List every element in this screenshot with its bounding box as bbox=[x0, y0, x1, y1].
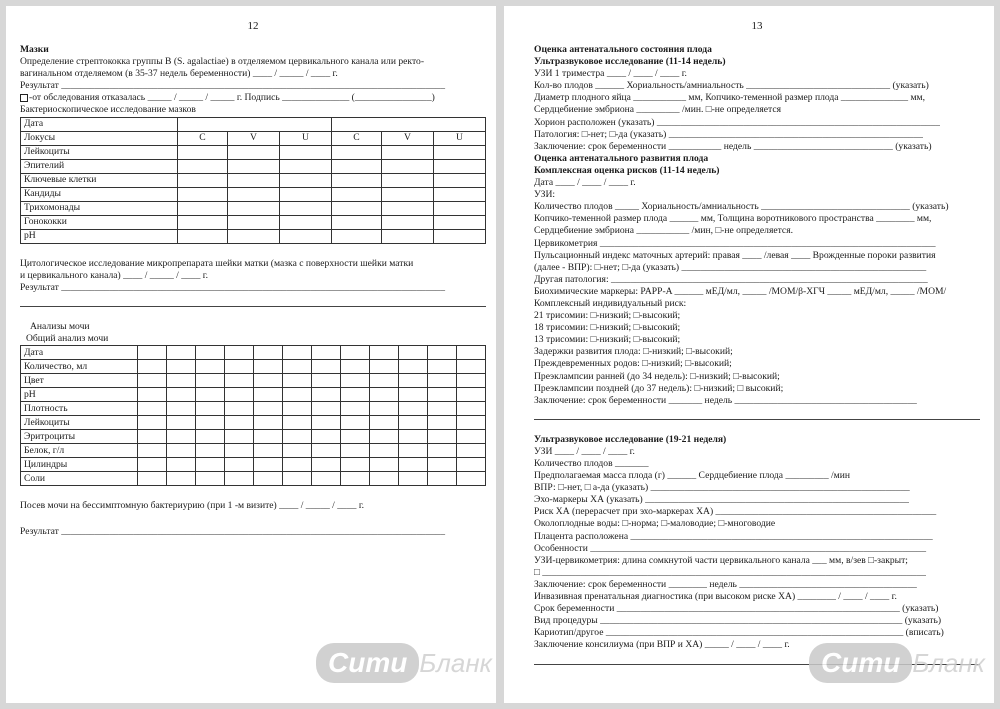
value-cell[interactable] bbox=[399, 374, 428, 388]
value-cell[interactable] bbox=[196, 472, 225, 486]
underline bbox=[20, 294, 486, 307]
value-cell[interactable] bbox=[138, 444, 167, 458]
form-line[interactable]: Дата ____ / ____ / ____ г. bbox=[534, 177, 636, 189]
page-number: 13 bbox=[751, 20, 763, 32]
value-cell[interactable] bbox=[370, 346, 399, 360]
form-line[interactable]: Заключение: срок беременности ________ недель _____________________________________ bbox=[534, 578, 917, 590]
value-cell[interactable] bbox=[331, 215, 381, 229]
urine-table bbox=[20, 345, 486, 486]
value-cell[interactable] bbox=[428, 416, 457, 430]
value-cell[interactable] bbox=[167, 472, 196, 486]
value-cell[interactable] bbox=[167, 402, 196, 416]
value-cell[interactable] bbox=[341, 444, 370, 458]
value-cell[interactable] bbox=[254, 374, 283, 388]
spacer bbox=[534, 420, 980, 434]
value-cell[interactable] bbox=[254, 430, 283, 444]
value-cell[interactable] bbox=[167, 360, 196, 374]
value-cell[interactable] bbox=[167, 444, 196, 458]
value-cell[interactable] bbox=[283, 458, 312, 472]
form-line[interactable]: Заключение: срок беременности ___________ недель _____________________________ (указать) bbox=[534, 140, 932, 152]
table-row bbox=[21, 416, 486, 430]
value-cell[interactable] bbox=[312, 416, 341, 430]
value-cell[interactable] bbox=[167, 346, 196, 360]
value-cell[interactable] bbox=[312, 472, 341, 486]
value-cell[interactable] bbox=[457, 416, 486, 430]
watermark-logo: Сити Бланк bbox=[316, 643, 492, 683]
value-cell[interactable] bbox=[370, 472, 399, 486]
value-cell[interactable] bbox=[196, 374, 225, 388]
value-cell[interactable] bbox=[433, 173, 485, 187]
value-cell[interactable] bbox=[178, 201, 228, 215]
bacterioscopy-title: Бактериоскопическое исследование мазков bbox=[20, 104, 196, 116]
table-row bbox=[21, 374, 486, 388]
row-label: pH bbox=[21, 229, 178, 243]
locus-header: V bbox=[381, 131, 433, 145]
value-cell[interactable] bbox=[312, 402, 341, 416]
cytology-line-1: Цитологическое исследование микропрепарата шейки матки (мазка с поверхности шейки матки bbox=[20, 257, 414, 269]
locus-header: C bbox=[331, 131, 381, 145]
value-cell[interactable] bbox=[138, 472, 167, 486]
row-label: Лейкоциты bbox=[21, 145, 178, 159]
form-line[interactable]: 18 трисомии: □-низкий; □-высокий; bbox=[534, 322, 681, 334]
row-label: Трихомонады bbox=[21, 201, 178, 215]
value-cell[interactable] bbox=[399, 458, 428, 472]
value-cell[interactable] bbox=[138, 458, 167, 472]
table-row bbox=[21, 229, 486, 243]
value-cell[interactable] bbox=[228, 187, 280, 201]
form-line[interactable]: Преэклампсии поздней (до 37 недель): □-низкий; □ высокий; bbox=[534, 382, 784, 394]
value-cell[interactable] bbox=[196, 416, 225, 430]
form-line[interactable]: Количество плодов _______ bbox=[534, 458, 649, 469]
value-cell[interactable] bbox=[341, 472, 370, 486]
form-line[interactable]: Заключение консилиума (при ВПР и ХА) _____ / ____ / ____ г. bbox=[534, 639, 790, 651]
value-cell[interactable] bbox=[399, 416, 428, 430]
form-line[interactable]: Эхо-маркеры ХА (указать) _______________________________________________________ bbox=[534, 494, 909, 506]
value-cell[interactable] bbox=[138, 430, 167, 444]
date-cell[interactable] bbox=[331, 117, 485, 131]
value-cell[interactable] bbox=[381, 159, 433, 173]
value-cell[interactable] bbox=[370, 430, 399, 444]
row-label: Эритроциты bbox=[21, 430, 138, 444]
value-cell[interactable] bbox=[399, 430, 428, 444]
value-cell[interactable] bbox=[225, 388, 254, 402]
table-row bbox=[21, 145, 486, 159]
value-cell[interactable] bbox=[279, 229, 331, 243]
value-cell[interactable] bbox=[381, 229, 433, 243]
value-cell[interactable] bbox=[225, 360, 254, 374]
value-cell[interactable] bbox=[178, 187, 228, 201]
table-row bbox=[21, 131, 486, 145]
form-line[interactable]: Особенности ______________________________________________________________________ bbox=[534, 542, 927, 554]
value-cell[interactable] bbox=[331, 201, 381, 215]
value-cell[interactable] bbox=[399, 388, 428, 402]
row-label: Количество, мл bbox=[21, 360, 138, 374]
value-cell[interactable] bbox=[138, 416, 167, 430]
form-line[interactable]: Срок беременности ___________________________________________________________ (указать) bbox=[534, 603, 939, 615]
table-row bbox=[21, 159, 486, 173]
section-heading: Ультразвуковое исследование (19-21 неделя) bbox=[534, 433, 727, 445]
value-cell[interactable] bbox=[399, 402, 428, 416]
underline bbox=[534, 407, 980, 420]
value-cell[interactable] bbox=[254, 388, 283, 402]
value-cell[interactable] bbox=[428, 360, 457, 374]
urine-result: Результат ________________________________________________________________________________ bbox=[20, 526, 446, 538]
value-cell[interactable] bbox=[138, 374, 167, 388]
value-cell[interactable] bbox=[228, 201, 280, 215]
value-cell[interactable] bbox=[312, 444, 341, 458]
table-row bbox=[21, 346, 486, 360]
locus-header: C bbox=[178, 131, 228, 145]
value-cell[interactable] bbox=[457, 374, 486, 388]
value-cell[interactable] bbox=[370, 444, 399, 458]
value-cell[interactable] bbox=[341, 416, 370, 430]
value-cell[interactable] bbox=[428, 458, 457, 472]
value-cell[interactable] bbox=[225, 444, 254, 458]
form-line[interactable]: УЗИ: bbox=[534, 189, 556, 201]
form-line[interactable]: Другая патология: __________________________________________________________________ bbox=[534, 273, 928, 285]
value-cell[interactable] bbox=[457, 458, 486, 472]
fetal-assessment-form bbox=[534, 44, 980, 665]
value-cell[interactable] bbox=[196, 360, 225, 374]
form-line[interactable]: Диаметр плодного яйца ___________ мм, Копчико-теменной размер плода ______________ мм, bbox=[534, 92, 926, 104]
section-heading: Оценка антенатального состояния плода bbox=[534, 44, 712, 55]
value-cell[interactable] bbox=[178, 159, 228, 173]
table-row bbox=[21, 458, 486, 472]
value-cell[interactable] bbox=[341, 346, 370, 360]
value-cell[interactable] bbox=[225, 402, 254, 416]
value-cell[interactable] bbox=[457, 430, 486, 444]
value-cell[interactable] bbox=[279, 145, 331, 159]
value-cell[interactable] bbox=[225, 430, 254, 444]
value-cell[interactable] bbox=[341, 430, 370, 444]
value-cell[interactable] bbox=[457, 388, 486, 402]
row-label: Эпителий bbox=[21, 159, 178, 173]
form-line[interactable]: Сердцебиение эмбриона ___________ /мин, □-не определяется. bbox=[534, 225, 794, 237]
section-heading: Ультразвуковое исследование (11-14 недель) bbox=[534, 56, 726, 68]
value-cell[interactable] bbox=[370, 374, 399, 388]
value-cell[interactable] bbox=[331, 187, 381, 201]
row-label: Цилиндры bbox=[21, 458, 138, 472]
form-line[interactable]: Предполагаемая масса плода (г) ______ Сердцебиение плода _________ /мин bbox=[534, 470, 851, 482]
value-cell[interactable] bbox=[370, 388, 399, 402]
table-row bbox=[21, 430, 486, 444]
value-cell[interactable] bbox=[370, 360, 399, 374]
urine-subtitle: Общий анализ мочи bbox=[26, 332, 109, 344]
value-cell[interactable] bbox=[433, 159, 485, 173]
value-cell[interactable] bbox=[196, 458, 225, 472]
value-cell[interactable] bbox=[283, 416, 312, 430]
table-row bbox=[21, 201, 486, 215]
value-cell[interactable] bbox=[399, 444, 428, 458]
form-line[interactable]: Цервикометрия ______________________________________________________________________ bbox=[534, 237, 936, 249]
locus-header: U bbox=[433, 131, 485, 145]
value-cell[interactable] bbox=[312, 360, 341, 374]
form-line[interactable]: УЗИ 1 триместра ____ / ____ / ____ г. bbox=[534, 68, 687, 80]
refused-line: -от обследования отказалась _____ / _____ / _____ г. Подпись ______________ (________________) bbox=[20, 92, 486, 104]
form-line[interactable]: Заключение: срок беременности _______ недель ______________________________________ bbox=[534, 394, 917, 406]
value-cell[interactable] bbox=[370, 416, 399, 430]
value-cell[interactable] bbox=[254, 472, 283, 486]
row-label: Цвет bbox=[21, 374, 138, 388]
value-cell[interactable] bbox=[196, 402, 225, 416]
table-row bbox=[21, 388, 486, 402]
table-row bbox=[21, 472, 486, 486]
value-cell[interactable] bbox=[428, 430, 457, 444]
value-cell[interactable] bbox=[399, 472, 428, 486]
row-label: Плотность bbox=[21, 402, 138, 416]
form-line[interactable]: Околоплодные воды: □-норма; □-маловодие; □-многоводие bbox=[534, 518, 776, 530]
value-cell[interactable] bbox=[228, 159, 280, 173]
value-cell[interactable] bbox=[279, 187, 331, 201]
value-cell[interactable] bbox=[457, 360, 486, 374]
form-line[interactable]: (далее - ВПР): □-нет; □-да (указать) ___________________________________________________ bbox=[534, 261, 927, 273]
form-line[interactable]: Пульсационный индекс маточных артерий: правая ____ /левая ____ Врожденные пороки развития bbox=[534, 249, 936, 261]
row-label: pH bbox=[21, 388, 138, 402]
form-line[interactable]: Хорион расположен (указать) ___________________________________________________________ bbox=[534, 116, 940, 128]
table-row bbox=[21, 402, 486, 416]
value-cell[interactable] bbox=[433, 201, 485, 215]
value-cell[interactable] bbox=[433, 229, 485, 243]
locus-header: U bbox=[279, 131, 331, 145]
value-cell[interactable] bbox=[178, 145, 228, 159]
value-cell[interactable] bbox=[312, 458, 341, 472]
value-cell[interactable] bbox=[457, 346, 486, 360]
form-line[interactable]: □ ________________________________________________________________________________ bbox=[534, 566, 926, 578]
cytology-result: Результат ________________________________________________________________________________ bbox=[20, 281, 446, 293]
value-cell[interactable] bbox=[399, 346, 428, 360]
form-line[interactable]: Плацента расположена _______________________________________________________________ bbox=[534, 530, 933, 542]
value-cell[interactable] bbox=[341, 388, 370, 402]
value-cell[interactable] bbox=[283, 360, 312, 374]
value-cell[interactable] bbox=[428, 402, 457, 416]
form-line[interactable]: УЗИ ____ / ____ / ____ г. bbox=[534, 445, 635, 457]
value-cell[interactable] bbox=[279, 201, 331, 215]
value-cell[interactable] bbox=[196, 444, 225, 458]
value-cell[interactable] bbox=[312, 388, 341, 402]
value-cell[interactable] bbox=[254, 402, 283, 416]
table-row bbox=[21, 360, 486, 374]
form-line[interactable]: Кариотип/другое ______________________________________________________________ (вписать) bbox=[534, 627, 944, 639]
value-cell[interactable] bbox=[283, 374, 312, 388]
value-cell[interactable] bbox=[228, 229, 280, 243]
value-cell[interactable] bbox=[228, 215, 280, 229]
form-line[interactable]: Сердцебиение эмбриона _________ /мин. □-не определяется bbox=[534, 104, 782, 116]
form-line[interactable]: Инвазивная пренатальная диагностика (при высоком риске ХА) ________ / ____ / ____ г. bbox=[534, 591, 897, 603]
row-label: Локусы bbox=[21, 131, 178, 145]
gbs-line-2: вагинальном отделяемом (в 35-37 недель беременности) ____ / _____ / ____ г. bbox=[20, 68, 338, 80]
value-cell[interactable] bbox=[178, 173, 228, 187]
value-cell[interactable] bbox=[381, 215, 433, 229]
value-cell[interactable] bbox=[178, 215, 228, 229]
row-label: Гонококки bbox=[21, 215, 178, 229]
value-cell[interactable] bbox=[138, 388, 167, 402]
date-cell[interactable] bbox=[178, 117, 332, 131]
value-cell[interactable] bbox=[225, 346, 254, 360]
value-cell[interactable] bbox=[283, 388, 312, 402]
value-cell[interactable] bbox=[196, 430, 225, 444]
value-cell[interactable] bbox=[254, 416, 283, 430]
value-cell[interactable] bbox=[341, 360, 370, 374]
form-line[interactable]: Задержки развития плода: □-низкий; □-высокий; bbox=[534, 346, 733, 358]
value-cell[interactable] bbox=[228, 173, 280, 187]
form-line[interactable]: УЗИ-цервикометрия: длина сомкнутой части цервикального канала ___ мм, в/зев □-закрыт; bbox=[534, 554, 908, 566]
value-cell[interactable] bbox=[312, 374, 341, 388]
value-cell[interactable] bbox=[279, 215, 331, 229]
value-cell[interactable] bbox=[428, 374, 457, 388]
form-line[interactable]: Кол-во плодов ______ Хориальность/амниальность ______________________________ (указать) bbox=[534, 80, 929, 92]
cytology-line-2: и цервикального канала) ____ / _____ / ____ г. bbox=[20, 269, 209, 281]
row-label: Ключевые клетки bbox=[21, 173, 178, 187]
row-label: Лейкоциты bbox=[21, 416, 138, 430]
gbs-result: Результат ________________________________________________________________________________ bbox=[20, 80, 446, 92]
value-cell[interactable] bbox=[138, 402, 167, 416]
value-cell[interactable] bbox=[457, 444, 486, 458]
watermark-logo: Сити Бланк bbox=[809, 643, 985, 683]
value-cell[interactable] bbox=[254, 360, 283, 374]
form-line[interactable]: Риск ХА (перерасчет при эхо-маркерах ХА) ______________________________________________ bbox=[534, 506, 937, 518]
value-cell[interactable] bbox=[283, 346, 312, 360]
value-cell[interactable] bbox=[381, 145, 433, 159]
row-label: Дата bbox=[21, 117, 178, 131]
value-cell[interactable] bbox=[138, 360, 167, 374]
urine-culture: Посев мочи на бессимптомную бактериурию (при 1 -м визите) ____ / _____ / ____ г. bbox=[20, 500, 365, 512]
value-cell[interactable] bbox=[433, 215, 485, 229]
value-cell[interactable] bbox=[167, 458, 196, 472]
value-cell[interactable] bbox=[196, 346, 225, 360]
value-cell[interactable] bbox=[279, 159, 331, 173]
value-cell[interactable] bbox=[167, 430, 196, 444]
table-row bbox=[21, 187, 486, 201]
table-row bbox=[21, 444, 486, 458]
value-cell[interactable] bbox=[341, 374, 370, 388]
value-cell[interactable] bbox=[254, 444, 283, 458]
locus-header: V bbox=[228, 131, 280, 145]
value-cell[interactable] bbox=[428, 388, 457, 402]
bacterioscopy-table bbox=[20, 117, 486, 244]
value-cell[interactable] bbox=[331, 229, 381, 243]
row-label: Белок, г/л bbox=[21, 444, 138, 458]
value-cell[interactable] bbox=[225, 374, 254, 388]
form-line[interactable]: Преждевременных родов: □-низкий; □-высокий; bbox=[534, 358, 732, 370]
value-cell[interactable] bbox=[370, 458, 399, 472]
value-cell[interactable] bbox=[225, 458, 254, 472]
form-line[interactable]: Копчико-теменной размер плода ______ мм, Толщина воротникового пространства ________ мм, bbox=[534, 213, 932, 225]
value-cell[interactable] bbox=[331, 159, 381, 173]
value-cell[interactable] bbox=[167, 374, 196, 388]
form-line[interactable]: Биохимические маркеры: PAPP-A ______ мЕД/мл, _____ /МОМ/β-ХГЧ _____ мЕД/мл, _____ /МОМ/ bbox=[534, 285, 947, 297]
value-cell[interactable] bbox=[138, 346, 167, 360]
row-label: Дата bbox=[21, 346, 138, 360]
form-line[interactable]: Патология: □-нет; □-да (указать) _____________________________________________________ bbox=[534, 128, 923, 140]
value-cell[interactable] bbox=[428, 346, 457, 360]
table-row bbox=[21, 173, 486, 187]
section-heading: Оценка антенатального развития плода bbox=[534, 152, 709, 164]
value-cell[interactable] bbox=[283, 402, 312, 416]
value-cell[interactable] bbox=[331, 173, 381, 187]
page-left bbox=[6, 6, 496, 703]
value-cell[interactable] bbox=[428, 444, 457, 458]
value-cell[interactable] bbox=[428, 472, 457, 486]
table-row bbox=[21, 117, 486, 131]
value-cell[interactable] bbox=[433, 145, 485, 159]
page-right bbox=[504, 6, 994, 703]
value-cell[interactable] bbox=[381, 187, 433, 201]
row-label: Кандиды bbox=[21, 187, 178, 201]
value-cell[interactable] bbox=[225, 416, 254, 430]
value-cell[interactable] bbox=[341, 402, 370, 416]
value-cell[interactable] bbox=[283, 444, 312, 458]
table-row bbox=[21, 215, 486, 229]
form-line[interactable]: Преэклампсии ранней (до 34 недель): □-низкий; □-высокий; bbox=[534, 370, 780, 382]
section-heading: Комплексная оценка рисков (11-14 недель) bbox=[534, 164, 720, 176]
row-label: Соли bbox=[21, 472, 138, 486]
checkbox-icon[interactable] bbox=[20, 94, 28, 102]
value-cell[interactable] bbox=[381, 201, 433, 215]
value-cell[interactable] bbox=[178, 229, 228, 243]
value-cell[interactable] bbox=[283, 472, 312, 486]
gbs-line-1: Определение стрептококка группы В (S. agalactiae) в отделяемом цервикального канала или ректо- bbox=[20, 56, 425, 68]
value-cell[interactable] bbox=[283, 430, 312, 444]
page-number: 12 bbox=[247, 20, 259, 32]
section-title-swabs: Мазки bbox=[20, 44, 49, 55]
value-cell[interactable] bbox=[254, 346, 283, 360]
value-cell[interactable] bbox=[370, 402, 399, 416]
value-cell[interactable] bbox=[331, 145, 381, 159]
value-cell[interactable] bbox=[167, 388, 196, 402]
value-cell[interactable] bbox=[433, 187, 485, 201]
value-cell[interactable] bbox=[225, 472, 254, 486]
value-cell[interactable] bbox=[279, 173, 331, 187]
form-line[interactable]: 21 трисомии: □-низкий; □-высокий; bbox=[534, 310, 681, 322]
value-cell[interactable] bbox=[167, 416, 196, 430]
value-cell[interactable] bbox=[457, 472, 486, 486]
value-cell[interactable] bbox=[312, 346, 341, 360]
value-cell[interactable] bbox=[312, 430, 341, 444]
urine-title: Анализы мочи bbox=[30, 320, 90, 332]
form-line[interactable]: 13 трисомии: □-низкий; □-высокий; bbox=[534, 334, 681, 346]
form-line[interactable]: Комплексный индивидуальный риск: bbox=[534, 297, 687, 309]
value-cell[interactable] bbox=[196, 388, 225, 402]
form-line[interactable]: ВПР: □-нет, □ а-да (указать) ______________________________________________________ bbox=[534, 482, 910, 494]
value-cell[interactable] bbox=[381, 173, 433, 187]
value-cell[interactable] bbox=[457, 402, 486, 416]
value-cell[interactable] bbox=[399, 360, 428, 374]
form-line[interactable]: Количество плодов _____ Хориальность/амниальность _______________________________ (указать) bbox=[534, 201, 949, 213]
form-line[interactable]: Вид процедуры _______________________________________________________________ (указать) bbox=[534, 615, 942, 627]
value-cell[interactable] bbox=[341, 458, 370, 472]
value-cell[interactable] bbox=[228, 145, 280, 159]
value-cell[interactable] bbox=[254, 458, 283, 472]
